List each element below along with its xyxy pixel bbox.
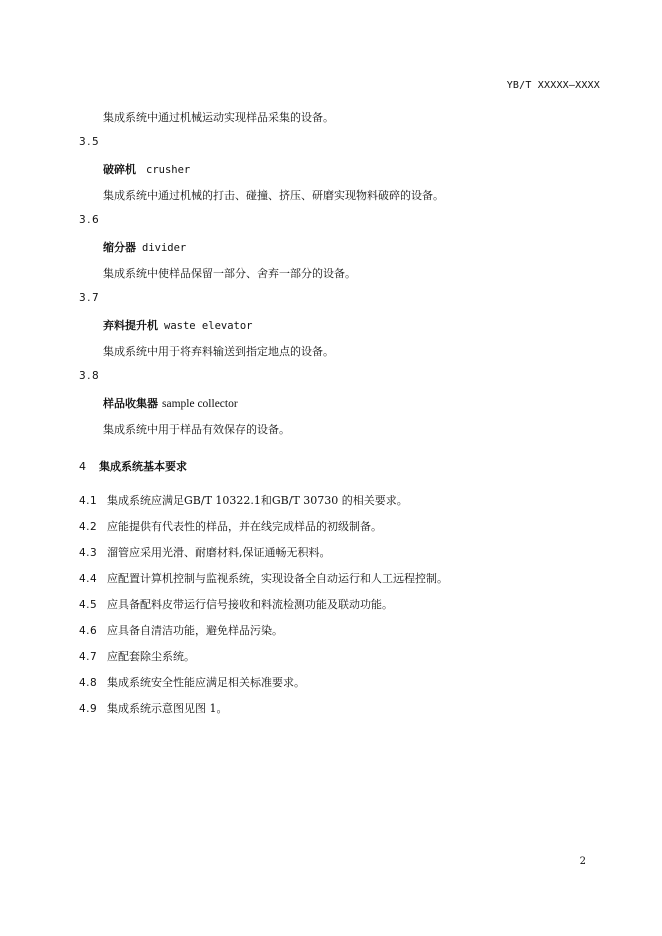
requirement-text: 集成系统安全性能应满足相关标准要求。 [107, 676, 305, 689]
term-zh: 弃料提升机 [103, 319, 158, 332]
section-heading [79, 458, 187, 474]
section-number: 4 [79, 460, 86, 473]
requirement-number: 4.4 [79, 573, 98, 585]
requirement-item [79, 622, 283, 638]
requirement-number: 4.5 [79, 599, 98, 611]
definition-text: 集成系统中通过机械的打击、碰撞、挤压、研磨实现物料破碎的设备。 [103, 189, 444, 202]
term-heading [103, 317, 253, 333]
requirement-text: 应配置计算机控制与监视系统，实现设备全自动运行和人工远程控制。 [107, 572, 448, 585]
requirement-item [79, 492, 408, 508]
requirement-text: 应能提供有代表性的样品，并在线完成样品的初级制备。 [107, 520, 382, 533]
requirement-item [79, 544, 331, 560]
term-heading [103, 161, 190, 177]
requirement-text: 应具备配料皮带运行信号接收和料流检测功能及联动功能。 [107, 598, 393, 611]
requirement-item [79, 648, 195, 664]
term-en: sample collector [162, 398, 238, 410]
term-number: 3.8 [79, 370, 101, 382]
definition-text: 集成系统中用于将弃料输送到指定地点的设备。 [103, 345, 334, 358]
term-number: 3.6 [79, 214, 101, 226]
requirement-number: 4.7 [79, 651, 98, 663]
definition-text: 集成系统中使样品保留一部分、舍弃一部分的设备。 [103, 267, 356, 280]
requirement-number: 4.9 [79, 703, 98, 715]
requirement-item [79, 674, 305, 690]
requirement-number: 4.3 [79, 547, 98, 559]
term-number: 3.7 [79, 292, 101, 304]
requirement-text: 集成系统应满足GB/T 10322.1和GB/T 30730 的相关要求。 [107, 494, 408, 507]
requirement-number: 4.2 [79, 521, 98, 533]
page-number: 2 [579, 856, 586, 867]
requirement-number: 4.1 [79, 495, 98, 507]
term-zh: 样品收集器 [103, 397, 158, 410]
section-title: 集成系统基本要求 [99, 460, 187, 473]
requirement-text: 应具备自清洁功能，避免样品污染。 [107, 624, 283, 637]
term-en: crusher [146, 164, 191, 176]
requirement-number: 4.6 [79, 625, 98, 637]
term-en: waste elevator [164, 320, 253, 332]
term-en: divider [142, 242, 187, 254]
requirement-item [79, 518, 382, 534]
term-zh: 破碎机 [103, 163, 136, 176]
definition-text: 集成系统中用于样品有效保存的设备。 [103, 423, 290, 436]
requirement-number: 4.8 [79, 677, 98, 689]
term-zh: 缩分器 [103, 241, 136, 254]
definition-text: 集成系统中通过机械运动实现样品采集的设备。 [103, 111, 334, 124]
requirement-text: 应配套除尘系统。 [107, 650, 195, 663]
requirement-item [79, 570, 448, 586]
term-heading [103, 239, 186, 255]
term-number: 3.5 [79, 136, 101, 148]
requirement-item [79, 596, 393, 612]
requirement-item [79, 700, 228, 716]
requirement-text: 溜管应采用光滑、耐磨材料,保证通畅无积料。 [107, 546, 331, 559]
document-code-header: YB/T XXXXX—XXXX [506, 80, 600, 91]
term-heading [103, 395, 238, 411]
requirement-text: 集成系统示意图见图 1。 [107, 702, 228, 715]
